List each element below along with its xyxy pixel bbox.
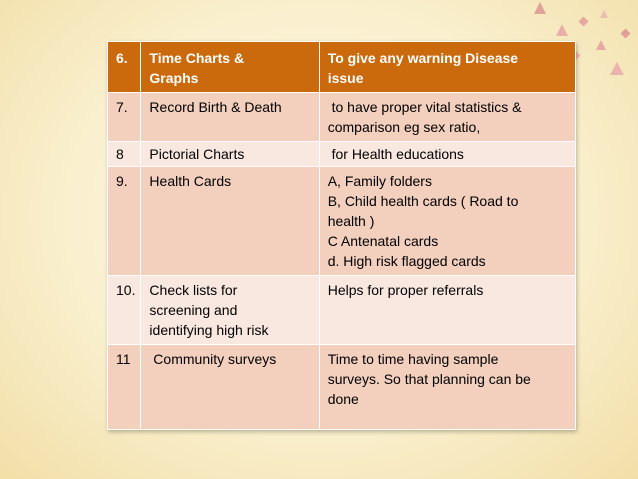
- table-header-row: [108, 42, 576, 93]
- record-purpose-line: Helps for proper referrals: [327, 282, 484, 298]
- table-row: [108, 167, 576, 276]
- record-type: [141, 276, 319, 345]
- record-type-line: Time Charts &: [149, 50, 245, 66]
- record-type-line: Check lists for: [149, 282, 238, 298]
- row-number: 8: [108, 142, 141, 167]
- record-purpose-line: issue: [327, 70, 364, 86]
- record-purpose: [319, 142, 575, 167]
- record-type-line: Health Cards: [149, 173, 232, 189]
- decorative-triangle: [534, 2, 546, 14]
- record-purpose: [319, 345, 575, 430]
- record-type: [141, 93, 319, 142]
- decorative-triangle: [596, 40, 606, 50]
- decorative-diamond: [621, 29, 631, 39]
- record-type-line: Pictorial Charts: [149, 146, 245, 162]
- table-row: [108, 93, 576, 142]
- record-type: [141, 345, 319, 430]
- record-purpose-line: Time to time having sample: [327, 351, 499, 367]
- row-number: 6.: [108, 42, 141, 93]
- decorative-triangle: [600, 10, 608, 18]
- record-type-line: screening and: [149, 302, 238, 318]
- table-row: [108, 345, 576, 430]
- record-purpose-line: for Health educations: [327, 146, 464, 162]
- record-purpose: [319, 276, 575, 345]
- record-purpose-line: To give any warning Disease: [327, 50, 519, 66]
- record-purpose-line: health ): [327, 213, 375, 229]
- record-purpose: [319, 167, 575, 276]
- record-purpose-line: A, Family folders: [327, 173, 432, 189]
- health-records-table: [107, 41, 576, 430]
- row-number: 9.: [108, 167, 141, 276]
- decorative-diamond: [579, 17, 589, 27]
- record-type-line: Graphs: [149, 70, 199, 86]
- row-number: 11: [108, 345, 141, 430]
- table-row: [108, 142, 576, 167]
- table-row: [108, 276, 576, 345]
- decorative-triangle: [610, 62, 624, 75]
- record-purpose-line: to have proper vital statistics &: [327, 99, 522, 115]
- record-purpose-line: B, Child health cards ( Road to: [327, 193, 519, 209]
- record-type: [141, 167, 319, 276]
- row-number: 7.: [108, 93, 141, 142]
- record-type-line: Community surveys: [149, 351, 277, 367]
- record-purpose-line: C Antenatal cards: [327, 233, 439, 249]
- record-purpose: [319, 93, 575, 142]
- record-purpose-line: surveys. So that planning can be: [327, 371, 531, 387]
- decorative-triangle: [556, 24, 568, 36]
- record-type-line: Record Birth & Death: [149, 99, 282, 115]
- record-type: [141, 142, 319, 167]
- row-number: 10.: [108, 276, 141, 345]
- record-purpose-line: d. High risk flagged cards: [327, 253, 486, 269]
- record-type: [141, 42, 319, 93]
- record-purpose: [319, 42, 575, 93]
- record-purpose-line: done: [327, 391, 359, 407]
- record-purpose-line: comparison eg sex ratio,: [327, 119, 481, 135]
- record-type-line: identifying high risk: [149, 322, 269, 338]
